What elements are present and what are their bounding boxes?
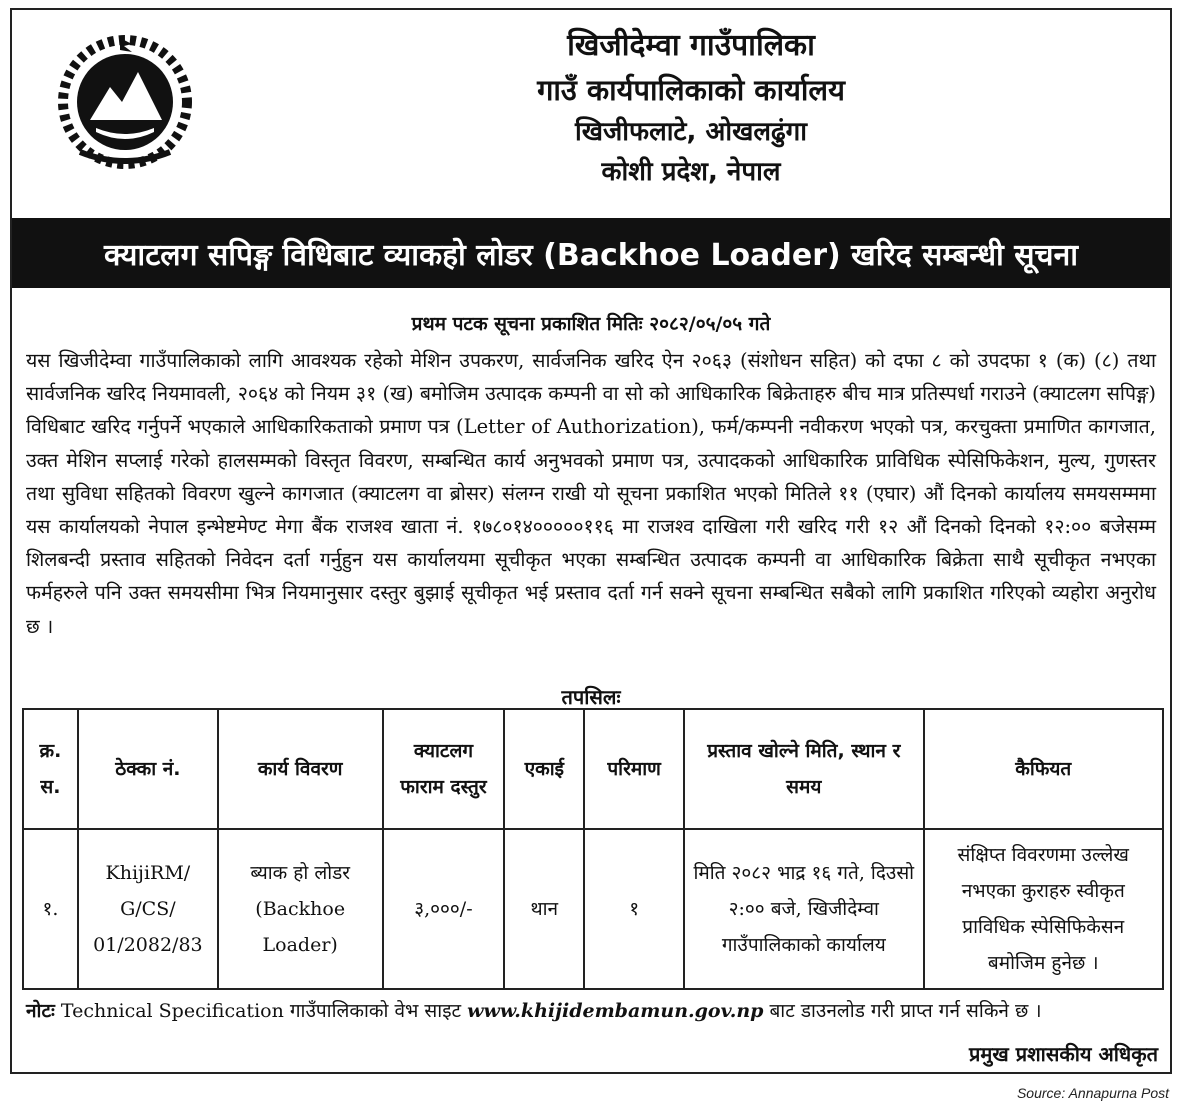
website-link[interactable]: www.khijidembamun.gov.np bbox=[467, 1000, 764, 1022]
org-name: खिजीदेम्वा गाउँपालिका bbox=[567, 28, 815, 63]
note-text-after: बाट डाउनलोड गरी प्राप्त गर्न सकिने छ । bbox=[763, 1000, 1042, 1022]
publish-date: प्रथम पटक सूचना प्रकाशित मितिः २०८२/०५/०५ गते bbox=[411, 313, 771, 335]
cell-quantity: १ bbox=[584, 829, 684, 989]
header-description: कार्य विवरण bbox=[218, 709, 383, 829]
notice-frame bbox=[10, 8, 1172, 1074]
office-name: गाउँ कार्यपालिकाको कार्यालय bbox=[537, 73, 845, 107]
header-contract-no: ठेक्का नं. bbox=[78, 709, 218, 829]
cell-remarks: संक्षिप्त विवरणमा उल्लेख नभएका कुराहरु स्वीकृत प्राविधिक स्पेसिफिकेसन बमोजिम हुनेछ । bbox=[924, 829, 1163, 989]
cell-sn: १. bbox=[23, 829, 78, 989]
cell-unit: थान bbox=[504, 829, 584, 989]
footer-note bbox=[26, 996, 1160, 1026]
source-credit: Source: Annapurna Post bbox=[1016, 1085, 1169, 1101]
office-heading bbox=[212, 24, 1170, 192]
header-fee: क्याटलग फाराम दस्तुर bbox=[383, 709, 505, 829]
office-address: खिजीफलाटे, ओखलढुंगा bbox=[575, 117, 807, 147]
table-row bbox=[23, 829, 1163, 989]
notice-body: यस खिजीदेम्वा गाउँपालिकाको लागि आवश्यक रहेको मेशिन उपकरण, सार्वजनिक खरिद ऐन २०६३ (संशोधन सहित) को दफा ८ को उपदफा १ (क) (८) तथा सार्वजनिक खरिद नियमावली, २०६४ को नियम ३१ (ख) बमोजिम उत्पादक कम्पनी वा सो को आधिकारिक बिक्रेताहरु बीच मात्र प्रतिस्पर्धा गराउने (क्याटलग सपिङ्ग) विधिबाट खरिद गर्नुपर्ने भएकाले आधिकारिकताको प्रमाण पत्र (Letter of Authorization), फर्म/कम्पनी नवीकरण भएको पत्र, करचुक्ता प्रमाणित कागजात, उक्त मेशिन सप्लाई गरेको हालसम्मको विस्तृत विवरण, सम्बन्धित कार्य अनुभवको प्रमाण पत्र, उत्पादकको आधिकारिक प्राविधिक स्पेसिफिकेशन, मुल्य, गुणस्तर तथा सुविधा सहितको विवरण खुल्ने कागजात (क्याटलग वा ब्रोसर) संलग्न राखी यो सूचना प्रकाशित भएको मितिले ११ (एघार) औं दिनको कार्यालय समयसम्ममा यस कार्यालयको नेपाल इन्भेष्टमेण्ट मेगा बैंक राजश्व खाता नं. १७८०१४०००००११६ मा राजश्व दाखिला गरी खरिद गरी १२ औं दिनको दिनको १२:०० बजेसम्म शिलबन्दी प्रस्ताव सहितको निवेदन दर्ता गर्नुहुन यस कार्यालयमा सूचीकृत भएका सम्बन्धित उत्पादक कम्पनी वा आधिकारिक बिक्रेता साथै सूचीकृत नभएका फर्महरुले पनि उक्त समयसीमा भित्र नियमानुसार दस्तुर बुझाई सूचीकृत भई प्रस्ताव दर्ता गर्न सक्ने सूचना सम्बन्धित सबैको लागि प्रकाशित गरिएको व्यहोरा अनुरोध छ । bbox=[26, 349, 1156, 638]
notice-title-bar bbox=[12, 218, 1170, 288]
notice-header bbox=[12, 10, 1170, 215]
note-text-before: Technical Specification गाउँपालिकाको वेभ साइट bbox=[54, 1000, 468, 1022]
header-sn: क्र. स. bbox=[23, 709, 78, 829]
cell-opening: मिति २०८२ भाद्र १६ गते, दिउसो २:०० बजे, खिजीदेम्वा गाउँपालिकाको कार्यालय bbox=[684, 829, 923, 989]
header-remarks: कैफियत bbox=[924, 709, 1163, 829]
header-unit: एकाई bbox=[504, 709, 584, 829]
notice-title: क्याटलग सपिङ्ग विधिबाट व्याकहो लोडर (Backhoe Loader) खरिद सम्बन्धी सूचना bbox=[103, 237, 1079, 273]
header-opening: प्रस्ताव खोल्ने मिति, स्थान र समय bbox=[684, 709, 923, 829]
header-quantity: परिमाण bbox=[584, 709, 684, 829]
cell-contract-no: KhijiRM/ G/CS/ 01/2082/83 bbox=[78, 829, 218, 989]
details-heading: तपसिलः bbox=[561, 685, 621, 709]
cell-fee: ३,०००/- bbox=[383, 829, 505, 989]
table-header-row bbox=[23, 709, 1163, 829]
cell-description: ब्याक हो लोडर (Backhoe Loader) bbox=[218, 829, 383, 989]
note-label: नोटः bbox=[26, 1000, 55, 1022]
details-table bbox=[22, 708, 1164, 990]
signatory: प्रमुख प्रशासकीय अधिकृत bbox=[969, 1042, 1158, 1066]
nepal-emblem-icon bbox=[50, 32, 200, 172]
office-province: कोशी प्रदेश, नेपाल bbox=[601, 157, 781, 187]
